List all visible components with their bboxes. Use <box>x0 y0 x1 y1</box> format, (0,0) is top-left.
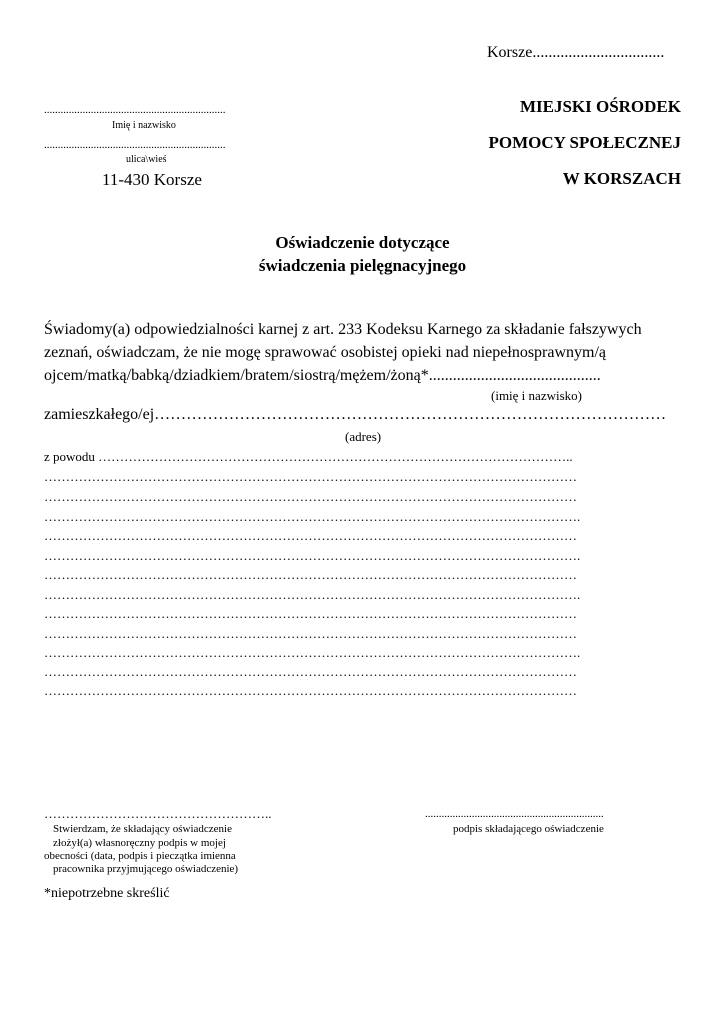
official-caption-line-4: pracownika przyjmującego oświadczenie) <box>53 863 239 875</box>
blank-line: …………………………………………………………………………………………………………… <box>44 469 577 484</box>
blank-line: …………………………………………………………………………………………………………… <box>44 606 577 621</box>
blank-line: …………………………………………………………………………………………………………… <box>44 567 577 582</box>
reason-line: z powodu ……………………………………………………………………………………………….. <box>44 449 573 464</box>
declarant-signature-line: ................................................................. <box>425 808 604 820</box>
blank-line: ……………………………………………………………………………………………………………. <box>44 509 581 524</box>
official-caption-line-1: Stwierdzam, że składający oświadczenie <box>53 823 232 835</box>
declarant-signature-caption: podpis składającego oświadczenie <box>453 823 604 835</box>
blank-line: ……………………………………………………………………………………………………………. <box>44 645 581 660</box>
place-date: Korsze................................. <box>487 44 665 61</box>
blank-line: ……………………………………………………………………………………………………………. <box>44 548 581 563</box>
blank-line: …………………………………………………………………………………………………………… <box>44 664 577 679</box>
caption-name: (imię i nazwisko) <box>491 388 582 403</box>
document-title-line-2: świadczenia pielęgnacyjnego <box>258 256 467 275</box>
sender-street-caption: ulica\wieś <box>126 154 167 165</box>
statement-line-4: zamieszkałego/ej…………………………………………………………………………………… <box>44 406 667 423</box>
statement-line-2: zeznań, oświadczam, że nie mogę sprawować osobistej opieki nad niepełnosprawnym/ą <box>44 344 607 361</box>
blank-line: …………………………………………………………………………………………………………… <box>44 683 577 698</box>
statement-line-1: Świadomy(a) odpowiedzialności karnej z art. 233 Kodeksu Karnego za składanie fałszywych <box>44 321 642 338</box>
blank-line: …………………………………………………………………………………………………………… <box>44 489 577 504</box>
recipient-line-2: POMOCY SPOŁECZNEJ <box>488 133 681 152</box>
document-title-line-1: Oświadczenie dotyczące <box>275 233 450 252</box>
recipient-line-3: W KORSZACH <box>562 169 681 188</box>
sender-postal-city: 11-430 Korsze <box>102 170 202 189</box>
sender-street-line: .................................................................. <box>44 139 226 151</box>
footnote: *niepotrzebne skreślić <box>44 886 170 901</box>
sender-name-line: .................................................................. <box>44 104 226 116</box>
blank-line: ……………………………………………………………………………………………………………. <box>44 587 581 602</box>
official-caption-line-3: obecności (data, podpis i pieczątka imienna <box>44 850 236 862</box>
blank-line: …………………………………………………………………………………………………………… <box>44 528 577 543</box>
official-caption-line-2: złożył(a) własnoręczny podpis w mojej <box>53 837 226 849</box>
statement-line-3: ojcem/matką/babką/dziadkiem/bratem/siostrą/mężem/żoną*........................................... <box>44 367 601 384</box>
caption-address: (adres) <box>345 429 382 444</box>
sender-name-caption: Imię i nazwisko <box>112 120 176 131</box>
recipient-line-1: MIEJSKI OŚRODEK <box>519 97 681 116</box>
official-signature-line: …………………………………………….. <box>44 806 272 821</box>
blank-line: …………………………………………………………………………………………………………… <box>44 626 577 641</box>
